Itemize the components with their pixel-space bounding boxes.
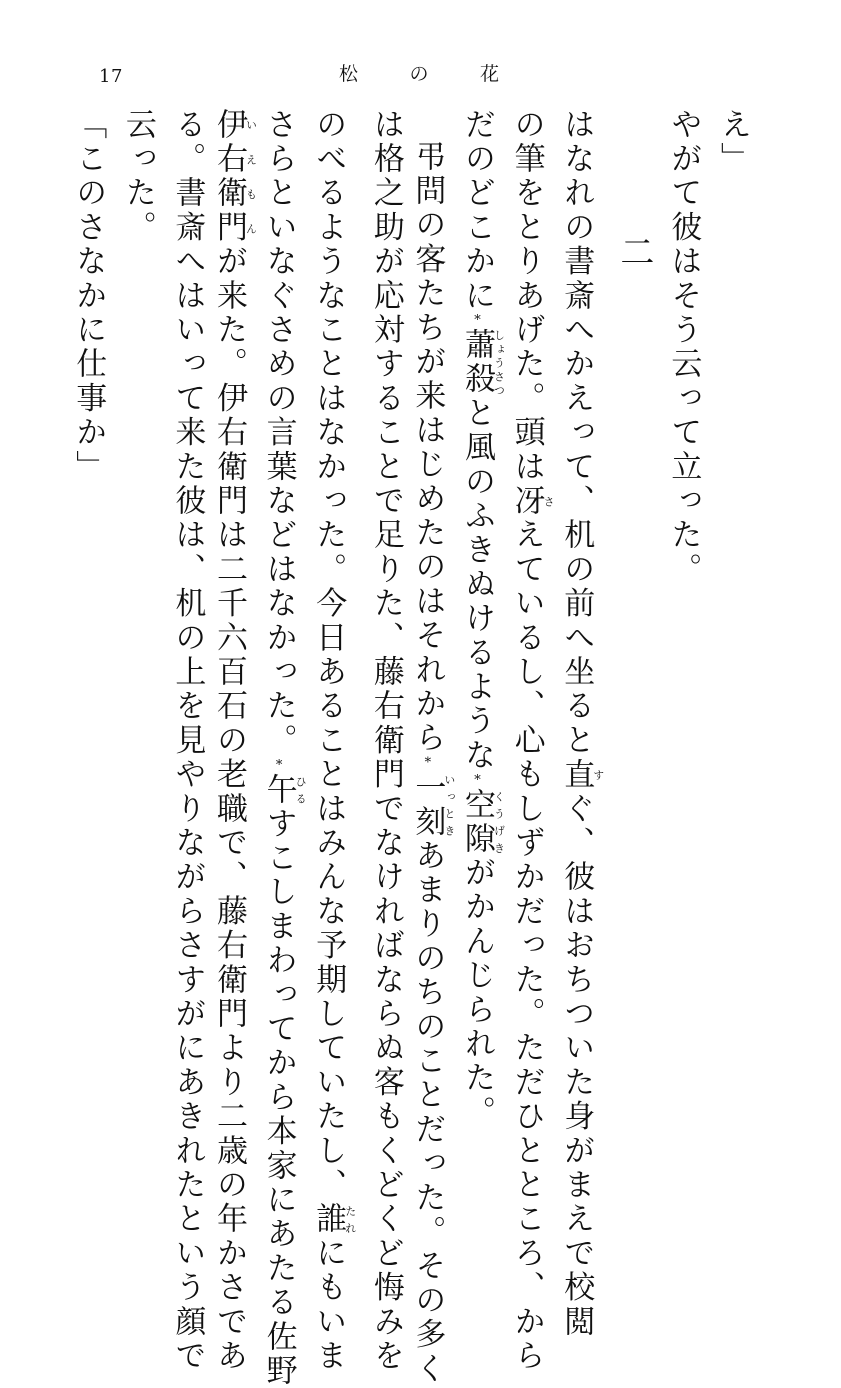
page-number: 17	[99, 66, 123, 87]
ruby-annotation: 直す	[558, 757, 605, 793]
running-title	[339, 62, 499, 86]
text-column: のべるようなことはなかった。今日あることはみんな予期していたし、誰たれにもいま	[310, 108, 357, 1374]
text-column: 弔問の客たちが来はじめたのはそれから*一刻いっときあまりのちのことだった。その多く	[409, 140, 456, 1387]
text-column: の筆をとりあげた。頭は冴さえているし、心もしずかだった。ただひとところ、から	[508, 108, 556, 1374]
text-column: はなれの書斎へかえって、机の前へ坐ると直すぐ、彼はおちついた身がまえで校閲	[558, 108, 605, 1340]
text-column: 伊右衛門いえもんが来た。伊右衛門は二千六百石の老職で、藤右衛門より二歳の年かさであ	[211, 108, 258, 1374]
text-column: え」	[715, 108, 751, 177]
ruby-annotation: 午ひる	[260, 772, 308, 808]
ruby-annotation: 蕭殺しょうさつ	[459, 328, 506, 397]
ruby-annotation: 空隙くうげき	[459, 787, 506, 857]
ruby-annotation: 冴さ	[508, 484, 556, 519]
text-column: さらといなぐさめの言葉などはなかった。*午ひるすこしまわってから本家にあたる佐野	[260, 108, 308, 1388]
text-column: は格之助が応対することで足りた、藤右衛門でなければならぬ客もくどくど悔みを	[367, 108, 404, 1374]
running-title-char: の	[409, 63, 429, 85]
running-title-char: 花	[479, 63, 499, 85]
ruby-annotation: 一刻いっとき	[409, 770, 456, 840]
note-marker: *	[420, 755, 436, 771]
note-marker: *	[470, 772, 485, 788]
text-column: だのどこかに*蕭殺しょうさつと風のふきぬけるような*空隙くうげきがかんじられた。	[459, 108, 506, 1130]
text-column: 云った。	[119, 108, 156, 245]
text-column: やがて彼はそう云って立った。	[665, 108, 702, 587]
note-marker: *	[271, 757, 287, 773]
running-title-char: 松	[339, 63, 359, 85]
text-column: る。書斎へはいって来た彼は、机の上を見やりながらさすがにあきれたという顔で	[169, 108, 206, 1374]
section-heading: 二	[613, 234, 654, 268]
note-marker: *	[470, 313, 485, 329]
ruby-annotation: 誰たれ	[310, 1202, 357, 1237]
ruby-annotation: 伊右衛門いえもん	[211, 108, 258, 245]
vertical-text-body	[70, 108, 753, 1388]
text-column: 「このさなかに仕事か」	[70, 108, 107, 485]
